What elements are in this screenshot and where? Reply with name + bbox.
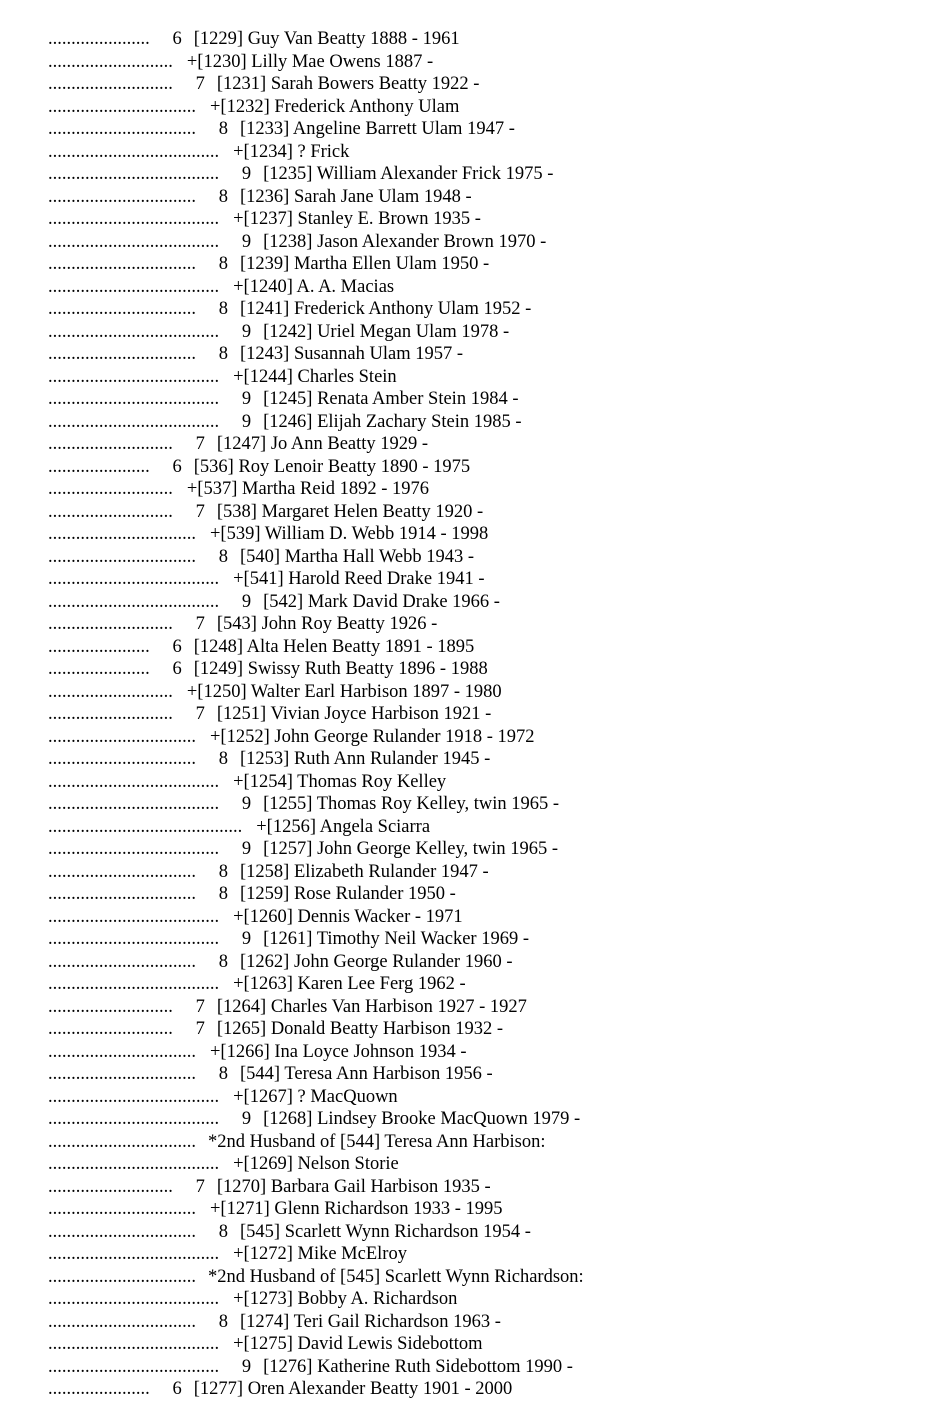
- spouse-entry: +[1272] Mike McElroy: [233, 1244, 407, 1264]
- person-entry: [1238] Jason Alexander Brown 1970 -: [263, 231, 547, 252]
- generation-number: 8: [218, 749, 228, 769]
- generation-number: 8: [218, 1064, 228, 1084]
- spouse-line: [48, 1041, 467, 1064]
- person-line: [48, 838, 558, 861]
- person-entry: [1259] Rose Rulander 1950 -: [240, 884, 456, 904]
- person-entry: [1231] Sarah Bowers Beatty 1922 -: [216, 74, 480, 94]
- spouse-entry: +[1273] Bobby A. Richardson: [233, 1289, 458, 1309]
- generation-number: 9: [241, 839, 252, 859]
- leader-dots: ................................: [48, 1311, 196, 1332]
- leader-dots: ...........................: [48, 479, 173, 499]
- leader-dots: .....................................: [48, 794, 220, 814]
- person-line: [48, 388, 518, 411]
- marriage-note: *2nd Husband of [545] Scarlett Wynn Richardson:: [208, 1266, 584, 1287]
- leader-dots: .....................................: [48, 1244, 220, 1264]
- person-entry: [540] Martha Hall Webb 1943 -: [240, 546, 474, 567]
- generation-number: 9: [241, 794, 252, 814]
- spouse-line: [48, 726, 535, 749]
- generation-number: 8: [218, 861, 228, 882]
- person-entry: [1243] Susannah Ulam 1957 -: [240, 344, 463, 364]
- leader-dots: ................................: [48, 524, 196, 544]
- leader-dots: .....................................: [48, 164, 220, 184]
- person-entry: [1246] Elijah Zachary Stein 1985 -: [263, 411, 522, 432]
- person-line: [48, 1108, 580, 1131]
- spouse-entry: +[1232] Frederick Anthony Ulam: [210, 96, 460, 117]
- leader-dots: .....................................: [48, 231, 220, 252]
- leader-dots: ..........................................: [48, 816, 243, 837]
- person-line: [48, 996, 527, 1019]
- spouse-entry: +[539] William D. Webb 1914 - 1998: [210, 524, 489, 544]
- person-line: [48, 186, 472, 209]
- person-entry: [1258] Elizabeth Rulander 1947 -: [240, 861, 489, 882]
- generation-number: 6: [172, 636, 182, 657]
- leader-dots: ................................: [48, 299, 196, 319]
- person-entry: [1236] Sarah Jane Ulam 1948 -: [240, 186, 472, 207]
- spouse-entry: +[1260] Dennis Wacker - 1971: [233, 906, 463, 927]
- spouse-line: [48, 1333, 483, 1356]
- leader-dots: ......................: [48, 456, 150, 477]
- generation-number: 9: [241, 1356, 252, 1377]
- person-entry: [1235] William Alexander Frick 1975 -: [263, 164, 554, 184]
- leader-dots: ......................: [48, 29, 150, 49]
- generation-number: 9: [241, 164, 252, 184]
- leader-dots: ...........................: [48, 1176, 173, 1197]
- leader-dots: ...........................: [48, 704, 173, 724]
- spouse-line: [48, 276, 394, 299]
- person-line: [48, 928, 529, 951]
- leader-dots: ...........................: [48, 51, 173, 72]
- leader-dots: ................................: [48, 546, 196, 567]
- generation-number: 7: [195, 1176, 205, 1197]
- spouse-entry: +[1230] Lilly Mae Owens 1887 -: [186, 51, 434, 72]
- person-line: [48, 118, 515, 141]
- person-line: [48, 163, 553, 186]
- spouse-entry: +[1250] Walter Earl Harbison 1897 - 1980: [186, 681, 502, 702]
- leader-dots: ................................: [48, 951, 196, 972]
- spouse-entry: +[1263] Karen Lee Ferg 1962 -: [233, 974, 466, 994]
- spouse-line: [48, 141, 349, 164]
- leader-dots: ................................: [48, 749, 196, 769]
- generation-number: 9: [241, 389, 252, 409]
- person-line: [48, 1176, 491, 1199]
- generation-number: 7: [195, 501, 205, 522]
- leader-dots: ................................: [48, 726, 196, 747]
- leader-dots: .....................................: [48, 1289, 220, 1309]
- leader-dots: ................................: [48, 186, 196, 207]
- person-line: [48, 1378, 512, 1401]
- leader-dots: ...........................: [48, 74, 173, 94]
- person-entry: [538] Margaret Helen Beatty 1920 -: [216, 501, 484, 522]
- person-line: [48, 613, 437, 636]
- person-entry: [1261] Timothy Neil Wacker 1969 -: [263, 929, 530, 949]
- leader-dots: .....................................: [48, 591, 220, 612]
- leader-dots: .....................................: [48, 321, 220, 342]
- generation-number: 9: [241, 929, 252, 949]
- person-entry: [1264] Charles Van Harbison 1927 - 1927: [216, 996, 527, 1017]
- person-entry: [1241] Frederick Anthony Ulam 1952 -: [240, 299, 532, 319]
- person-entry: [1268] Lindsey Brooke MacQuown 1979 -: [263, 1109, 581, 1129]
- spouse-line: [48, 96, 459, 119]
- generation-number: 8: [218, 299, 228, 319]
- person-entry: [1242] Uriel Megan Ulam 1978 -: [263, 321, 510, 342]
- person-entry: [1249] Swissy Ruth Beatty 1896 - 1988: [193, 659, 488, 679]
- leader-dots: ................................: [48, 1266, 196, 1287]
- person-entry: [1265] Donald Beatty Harbison 1932 -: [216, 1019, 504, 1039]
- generation-number: 9: [241, 231, 252, 252]
- spouse-line: [48, 681, 502, 704]
- leader-dots: .....................................: [48, 1086, 220, 1107]
- leader-dots: ................................: [48, 1041, 196, 1062]
- person-line: [48, 231, 546, 254]
- generation-number: 9: [241, 591, 252, 612]
- leader-dots: ................................: [48, 344, 196, 364]
- generation-number: 9: [241, 1109, 252, 1129]
- generation-number: 7: [195, 434, 205, 454]
- generation-number: 7: [195, 704, 205, 724]
- leader-dots: .....................................: [48, 1109, 220, 1129]
- person-line: [48, 748, 490, 771]
- person-entry: [1253] Ruth Ann Rulander 1945 -: [240, 749, 491, 769]
- leader-dots: ...........................: [48, 1019, 173, 1039]
- spouse-entry: +[1244] Charles Stein: [233, 366, 397, 387]
- person-entry: [545] Scarlett Wynn Richardson 1954 -: [240, 1221, 531, 1242]
- person-line: [48, 793, 559, 816]
- person-line: [48, 1356, 573, 1379]
- person-line: [48, 456, 470, 479]
- leader-dots: ......................: [48, 1379, 150, 1399]
- person-line: [48, 861, 489, 884]
- generation-number: 8: [218, 1221, 228, 1242]
- leader-dots: .....................................: [48, 276, 220, 297]
- generation-number: 6: [172, 29, 182, 49]
- person-line: [48, 253, 489, 276]
- spouse-entry: +[1275] David Lewis Sidebottom: [233, 1334, 483, 1354]
- leader-dots: ................................: [48, 861, 196, 882]
- spouse-entry: +[1254] Thomas Roy Kelley: [233, 771, 447, 792]
- person-entry: [1248] Alta Helen Beatty 1891 - 1895: [193, 636, 475, 657]
- spouse-line: [48, 523, 488, 546]
- spouse-line: [48, 973, 466, 996]
- generation-number: 8: [218, 119, 228, 139]
- marriage-note: *2nd Husband of [544] Teresa Ann Harbison:: [208, 1131, 546, 1152]
- person-entry: [1270] Barbara Gail Harbison 1935 -: [216, 1176, 491, 1197]
- person-line: [48, 658, 488, 681]
- leader-dots: ................................: [48, 1221, 196, 1242]
- generation-number: 8: [218, 1311, 228, 1332]
- spouse-line: [48, 208, 481, 231]
- person-entry: [1257] John George Kelley, twin 1965 -: [263, 839, 559, 859]
- spouse-entry: +[1256] Angela Sciarra: [256, 816, 431, 837]
- spouse-line: [48, 366, 397, 389]
- generation-number: 8: [218, 884, 228, 904]
- person-line: [48, 1063, 493, 1086]
- spouse-line: [48, 1243, 407, 1266]
- generation-number: 8: [218, 546, 228, 567]
- spouse-line: [48, 568, 485, 591]
- person-entry: [1233] Angeline Barrett Ulam 1947 -: [240, 119, 515, 139]
- spouse-line: [48, 1198, 503, 1221]
- person-line: [48, 883, 456, 906]
- person-entry: [1247] Jo Ann Beatty 1929 -: [216, 434, 429, 454]
- leader-dots: ...........................: [48, 501, 173, 522]
- spouse-entry: +[1269] Nelson Storie: [233, 1154, 399, 1174]
- leader-dots: .....................................: [48, 209, 220, 229]
- spouse-entry: +[541] Harold Reed Drake 1941 -: [233, 569, 485, 589]
- person-entry: [1277] Oren Alexander Beatty 1901 - 2000: [193, 1379, 513, 1399]
- spouse-entry: +[1240] A. A. Macias: [233, 276, 395, 297]
- leader-dots: .....................................: [48, 389, 220, 409]
- person-line: [48, 591, 500, 614]
- person-line: [48, 546, 474, 569]
- note-line: [48, 1266, 584, 1289]
- person-line: [48, 1018, 503, 1041]
- person-entry: [1262] John George Rulander 1960 -: [240, 951, 513, 972]
- generation-number: 7: [195, 614, 205, 634]
- person-entry: [544] Teresa Ann Harbison 1956 -: [240, 1064, 493, 1084]
- person-entry: [542] Mark David Drake 1966 -: [263, 591, 500, 612]
- spouse-line: [48, 1086, 398, 1109]
- generation-number: 7: [195, 996, 205, 1017]
- spouse-line: [48, 771, 446, 794]
- person-entry: [1251] Vivian Joyce Harbison 1921 -: [216, 704, 492, 724]
- person-line: [48, 703, 491, 726]
- person-entry: [543] John Roy Beatty 1926 -: [216, 614, 438, 634]
- spouse-line: [48, 1153, 399, 1176]
- person-line: [48, 73, 479, 96]
- person-line: [48, 411, 522, 434]
- leader-dots: .....................................: [48, 1334, 220, 1354]
- spouse-entry: +[1267] ? MacQuown: [233, 1086, 398, 1107]
- person-entry: [536] Roy Lenoir Beatty 1890 - 1975: [193, 456, 471, 477]
- spouse-entry: +[1271] Glenn Richardson 1933 - 1995: [210, 1199, 503, 1219]
- leader-dots: .....................................: [48, 411, 220, 432]
- leader-dots: ................................: [48, 884, 196, 904]
- leader-dots: ................................: [48, 96, 196, 117]
- generation-number: 8: [218, 344, 228, 364]
- spouse-entry: +[1234] ? Frick: [233, 141, 350, 162]
- person-line: [48, 433, 428, 456]
- leader-dots: ................................: [48, 1064, 196, 1084]
- generation-number: 7: [195, 74, 205, 94]
- spouse-line: [48, 1288, 457, 1311]
- person-entry: [1255] Thomas Roy Kelley, twin 1965 -: [263, 794, 560, 814]
- spouse-line: [48, 51, 433, 74]
- leader-dots: .....................................: [48, 1356, 220, 1377]
- leader-dots: .....................................: [48, 366, 220, 387]
- generation-number: 9: [241, 411, 252, 432]
- leader-dots: .....................................: [48, 141, 220, 162]
- person-line: [48, 951, 512, 974]
- leader-dots: ................................: [48, 1131, 196, 1152]
- generation-number: 6: [172, 1379, 182, 1399]
- spouse-line: [48, 816, 430, 839]
- leader-dots: .....................................: [48, 839, 220, 859]
- person-entry: [1245] Renata Amber Stein 1984 -: [263, 389, 519, 409]
- leader-dots: .....................................: [48, 974, 220, 994]
- leader-dots: .....................................: [48, 1154, 220, 1174]
- leader-dots: .....................................: [48, 569, 220, 589]
- spouse-line: [48, 478, 429, 501]
- generation-number: 8: [218, 254, 228, 274]
- person-line: [48, 501, 483, 524]
- leader-dots: ...........................: [48, 681, 173, 702]
- person-line: [48, 1221, 531, 1244]
- person-entry: [1229] Guy Van Beatty 1888 - 1961: [193, 29, 460, 49]
- spouse-entry: +[1237] Stanley E. Brown 1935 -: [233, 209, 481, 229]
- person-line: [48, 343, 463, 366]
- note-line: [48, 1131, 545, 1154]
- leader-dots: .....................................: [48, 929, 220, 949]
- leader-dots: ......................: [48, 636, 150, 657]
- generation-number: 9: [241, 321, 252, 342]
- person-entry: [1274] Teri Gail Richardson 1963 -: [240, 1311, 501, 1332]
- person-line: [48, 636, 474, 659]
- spouse-entry: +[1252] John George Rulander 1918 - 1972: [210, 726, 535, 747]
- person-entry: [1239] Martha Ellen Ulam 1950 -: [240, 254, 490, 274]
- leader-dots: ................................: [48, 1199, 196, 1219]
- leader-dots: ................................: [48, 254, 196, 274]
- person-line: [48, 321, 509, 344]
- leader-dots: ...........................: [48, 614, 173, 634]
- generation-number: 6: [172, 659, 182, 679]
- person-line: [48, 1311, 501, 1334]
- generation-number: 8: [218, 951, 228, 972]
- leader-dots: ................................: [48, 119, 196, 139]
- generation-number: 8: [218, 186, 228, 207]
- leader-dots: ...........................: [48, 996, 173, 1017]
- leader-dots: .....................................: [48, 906, 220, 927]
- spouse-entry: +[1266] Ina Loyce Johnson 1934 -: [210, 1041, 467, 1062]
- person-line: [48, 28, 460, 51]
- leader-dots: .....................................: [48, 771, 220, 792]
- generation-number: 7: [195, 1019, 205, 1039]
- person-entry: [1276] Katherine Ruth Sidebottom 1990 -: [263, 1356, 573, 1377]
- leader-dots: ......................: [48, 659, 150, 679]
- spouse-entry: +[537] Martha Reid 1892 - 1976: [186, 479, 430, 499]
- leader-dots: ...........................: [48, 434, 173, 454]
- person-line: [48, 298, 531, 321]
- generation-number: 6: [172, 456, 182, 477]
- spouse-line: [48, 906, 463, 929]
